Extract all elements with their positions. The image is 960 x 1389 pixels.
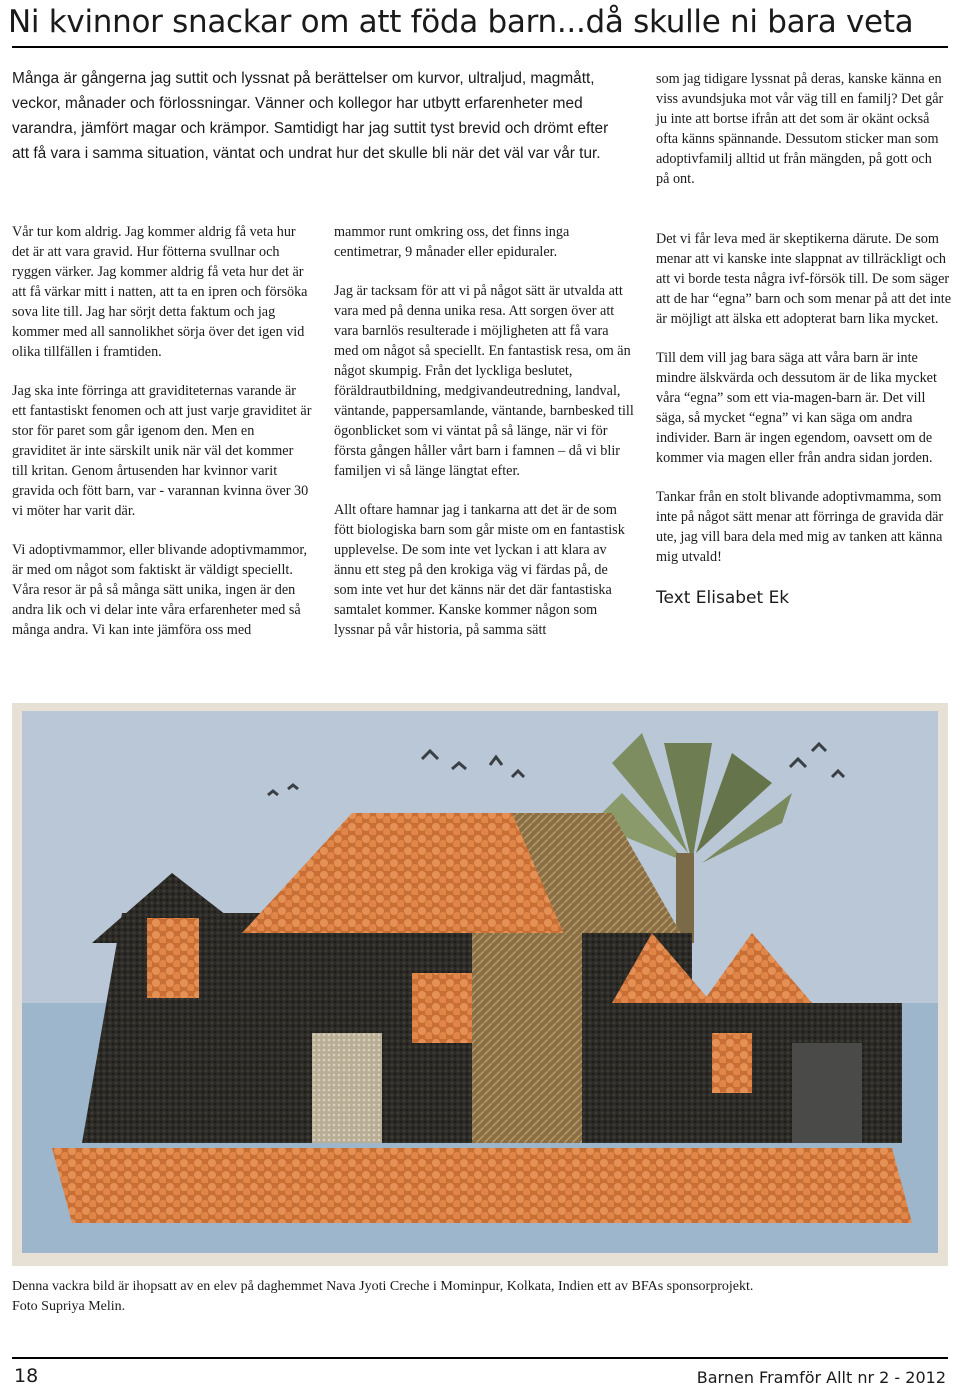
magazine-issue: Barnen Framför Allt nr 2 - 2012 — [696, 1368, 946, 1387]
caption-text: Denna vackra bild är ihopsatt av en elev på daghemmet Nava Jyoti Creche i Mominpur, Kolkata, Indien ett av BFAs sponsorprojekt. — [12, 1279, 754, 1294]
house-window — [412, 973, 482, 1043]
caption-photo-credit: Foto Supriya Melin. — [12, 1299, 126, 1314]
lentil-foreground — [52, 1148, 912, 1223]
photo-caption — [12, 1277, 948, 1317]
column3-paragraph-2: Till dem vill jag bara säga att våra barn är inte mindre älskvärda och dessutom är de lika mycket våra “egna” som ett via-magen-barn är. Det vill säga, så mycket “egna” vi kan säga om andra individer. Barn är ingen egendom, oavsett om de kommer via magen eller från andra sidan jorden. — [656, 350, 937, 466]
collage-house-image — [12, 703, 948, 1266]
text-column-3 — [656, 229, 954, 610]
text-column-1 — [12, 222, 312, 659]
top-rule — [12, 46, 948, 48]
article-ingress: Många är gångerna jag suttit och lyssnat på berättelser om kurvor, ultraljud, magmått, veckor, månader och förlossningar. Vänner och kollegor har utbytt erfarenheter med varandra, jämfört magar och krämpor. Samtidigt har jag suttit tyst brevid och drömt efter att få vara i samma situation, väntat och undrat hur det skulle bli när det väl var vår tur. — [12, 70, 609, 162]
text-column-3-top — [656, 69, 948, 208]
seed-collage-photo — [12, 703, 948, 1266]
column1-paragraph-2: Jag ska inte förringa att graviditeternas varande är ett fantastiskt fenomen och att just varje graviditet är stor för paret som går igenom den. Men en graviditet är inte särskilt unik när väl det kommer till kritan. Genom årtusenden har kvinnor varit gravida och fött barn, var - varannan kvinna över 30 vi möter har varit där. — [12, 383, 312, 519]
column2-paragraph-2: Jag är tacksam för att vi på något sätt är utvalda att vara med på denna unika resa. Att sorgen över att vara barnlös resulterade i möjligheten att få vara med om något så speciellt. En fantastisk resa, om än något skumpig. Från det lyckliga beslutet, föräldrautbildning, medgivandeutredning, landval, väntande, pappersamlande, väntande, barnbesked till ögonblicket som vi väntat på så länge, när vi för första gången håller vårt barn i famnen – då vi blir familjen vi så länge längtat efter. — [334, 283, 634, 479]
column2-paragraph-1: mammor runt omkring oss, det finns inga centimetrar, 9 månader eller epiduraler. — [334, 224, 570, 260]
column1-paragraph-3: Vi adoptivmammor, eller blivande adoptivmammor, är med om något som faktiskt är väldigt speciellt. Våra resor är på så många sätt unika, ingen är den andra lik och vi delar inte våra erfarenheter med så många andra. Vi kan inte jämföra oss med — [12, 542, 308, 638]
right-house-door — [792, 1043, 862, 1143]
column3-paragraph-1: Det vi får leva med är skeptikerna därute. De som menar att vi kanske inte slappnat av tillräckligt och att vi borde testa några ivf-försök till. De som säger att de har “egna” barn och som menar på att det inte är möjligt att älska ett adopterat barn lika mycket. — [656, 231, 952, 327]
article-headline: Ni kvinnor snackar om att föda barn...då skulle ni bara veta — [8, 4, 914, 40]
page-number: 18 — [14, 1365, 39, 1387]
tower-window — [147, 918, 199, 998]
column2-paragraph-3: Allt oftare hamnar jag i tankarna att det är de som fött biologiska barn som går miste om en fantastisk upplevelse. De som inte vet lyckan i att klara av ännu ett steg på den krokiga väg vi färdas på, de som inte vet hur det känns när det där fantastiska samtalet kommer. Kanske kommer någon som lyssnar på vår historia, på samma sätt — [334, 502, 625, 638]
house-door — [312, 1033, 382, 1143]
text-column-2 — [334, 222, 634, 659]
column3-paragraph-3: Tankar från en stolt blivande adoptivmamma, som inte på något sätt menar att förringa de gravida där ute, jag vill bara dela med mig av tanken att känna mig utvald! — [656, 489, 944, 565]
column1-paragraph-1: Vår tur kom aldrig. Jag kommer aldrig få veta hur det är att vara gravid. Hur fötterna svullnar och ryggen värker. Jag kommer aldrig få veta hur det är att få värkar mitt i natten, att ta en ipren och försöka sova lite till. Jag har sörjt detta faktum och jag kommer med all sannolikhet sörja över det igen vid olika tillfällen i framtiden. — [12, 224, 308, 360]
column3-top-paragraph: som jag tidigare lyssnat på deras, kanske känna en viss avundsjuka mot vår väg till en familj? Det går ju inte att bortse ifrån att det som är okänt också ofta känns spännande. Dessutom sticker man som adoptivfamilj alltid ut från mängden, på gott och på ont. — [656, 71, 944, 187]
article-signature: Text Elisabet Ek — [656, 588, 790, 608]
bottom-rule — [12, 1357, 948, 1359]
